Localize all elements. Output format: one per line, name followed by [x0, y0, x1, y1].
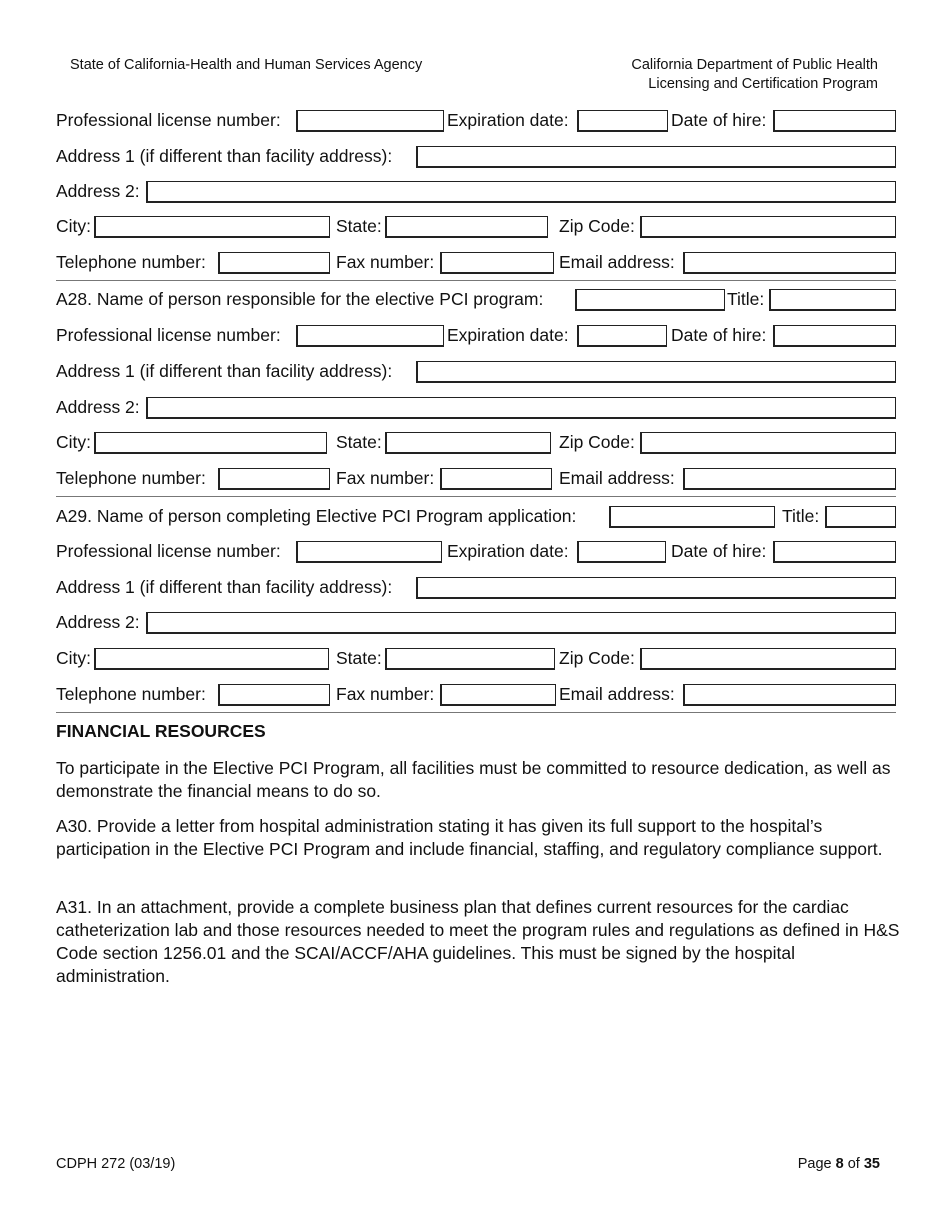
state-field-1[interactable] [385, 216, 548, 238]
license-label: Professional license number: [56, 325, 281, 345]
address2-row-3 [56, 610, 896, 640]
license-number-field-3[interactable] [296, 541, 442, 563]
page-prefix: Page [797, 1156, 836, 1172]
page-total: 35 [863, 1156, 880, 1172]
zip-code-field-3[interactable] [640, 648, 896, 670]
zip-label: Zip Code: [559, 216, 635, 236]
fax-label: Fax number: [336, 684, 435, 704]
city-label: City: [56, 432, 91, 452]
telephone-label: Telephone number: [56, 252, 206, 272]
page-number [798, 1156, 880, 1172]
address1-row-3 [56, 575, 896, 605]
a29-question: A29. Name of person completing Elective PCI Program application: [56, 506, 577, 526]
fax-field-2[interactable] [440, 468, 552, 490]
contact-row-1 [56, 250, 896, 281]
expiration-label: Expiration date: [447, 325, 569, 345]
hire-label: Date of hire: [671, 541, 767, 561]
contact-row-3 [56, 682, 896, 713]
state-field-3[interactable] [385, 648, 555, 670]
address1-label: Address 1 (if different than facility address): [56, 577, 393, 597]
form-id: CDPH 272 (03/19) [56, 1156, 176, 1172]
contact-row-2 [56, 466, 896, 497]
telephone-label: Telephone number: [56, 468, 206, 488]
a28-title-field[interactable] [769, 289, 896, 311]
address2-field-1[interactable] [146, 181, 896, 203]
a29-title-field[interactable] [825, 506, 896, 528]
date-of-hire-field-3[interactable] [773, 541, 896, 563]
state-field-2[interactable] [385, 432, 551, 454]
telephone-label: Telephone number: [56, 684, 206, 704]
address1-label: Address 1 (if different than facility address): [56, 361, 393, 381]
telephone-field-1[interactable] [218, 252, 330, 274]
agency-header: State of California-Health and Human Services Agency [70, 57, 423, 73]
title-label: Title: [727, 289, 765, 309]
address2-label: Address 2: [56, 612, 140, 632]
a29-name-field[interactable] [609, 506, 775, 528]
telephone-field-2[interactable] [218, 468, 330, 490]
email-label: Email address: [559, 252, 675, 272]
address2-row-1 [56, 179, 896, 209]
address1-row-2 [56, 359, 896, 389]
expiration-date-field-1[interactable] [577, 110, 668, 132]
date-of-hire-field-2[interactable] [773, 325, 896, 347]
date-of-hire-field-1[interactable] [773, 110, 896, 132]
address1-field-1[interactable] [416, 146, 896, 168]
fax-field-3[interactable] [440, 684, 556, 706]
a28-name-field[interactable] [575, 289, 725, 311]
expiration-label: Expiration date: [447, 110, 569, 130]
state-label: State: [336, 648, 382, 668]
expiration-date-field-3[interactable] [577, 541, 666, 563]
department-name: California Department of Public Health [631, 57, 878, 73]
fax-field-1[interactable] [440, 252, 554, 274]
state-label: State: [336, 216, 382, 236]
address2-label: Address 2: [56, 397, 140, 417]
email-label: Email address: [559, 468, 675, 488]
city-label: City: [56, 648, 91, 668]
state-label: State: [336, 432, 382, 452]
department-header [631, 56, 878, 94]
license-label: Professional license number: [56, 110, 281, 130]
zip-code-field-1[interactable] [640, 216, 896, 238]
city-row-2 [56, 430, 896, 460]
address1-field-3[interactable] [416, 577, 896, 599]
hire-label: Date of hire: [671, 325, 767, 345]
zip-label: Zip Code: [559, 648, 635, 668]
a28-name-row [56, 287, 896, 317]
page-current: 8 [835, 1156, 844, 1172]
expiration-date-field-2[interactable] [577, 325, 667, 347]
address2-row-2 [56, 395, 896, 425]
city-row-3 [56, 646, 896, 676]
program-name: Licensing and Certification Program [648, 76, 878, 92]
address1-row-1 [56, 144, 896, 174]
address2-field-3[interactable] [146, 612, 896, 634]
fax-label: Fax number: [336, 468, 435, 488]
city-field-1[interactable] [94, 216, 330, 238]
license-row-1 [56, 108, 896, 138]
a28-question: A28. Name of person responsible for the elective PCI program: [56, 289, 544, 309]
expiration-label: Expiration date: [447, 541, 569, 561]
license-number-field-2[interactable] [296, 325, 444, 347]
a29-name-row [56, 504, 896, 534]
title-label: Title: [782, 506, 820, 526]
a30-text: A30. Provide a letter from hospital administration stating it has given its full support to the hospital’s participation in the Elective PCI Program and include financial, staffing, and regulatory compliance support. [56, 816, 883, 859]
page-of: of [843, 1156, 864, 1172]
city-label: City: [56, 216, 91, 236]
address1-label: Address 1 (if different than facility address): [56, 146, 393, 166]
fax-label: Fax number: [336, 252, 435, 272]
address1-field-2[interactable] [416, 361, 896, 383]
license-number-field-1[interactable] [296, 110, 444, 132]
city-field-2[interactable] [94, 432, 327, 454]
financial-intro-text: To participate in the Elective PCI Program, all facilities must be committed to resource dedication, as well as demonstrate the financial means to do so. [56, 758, 891, 801]
email-field-1[interactable] [683, 252, 896, 274]
email-field-2[interactable] [683, 468, 896, 490]
city-row-1 [56, 214, 896, 244]
address2-field-2[interactable] [146, 397, 896, 419]
email-field-3[interactable] [683, 684, 896, 706]
license-row-2 [56, 323, 896, 353]
telephone-field-3[interactable] [218, 684, 330, 706]
zip-label: Zip Code: [559, 432, 635, 452]
financial-resources-heading: FINANCIAL RESOURCES [56, 721, 266, 741]
hire-label: Date of hire: [671, 110, 767, 130]
zip-code-field-2[interactable] [640, 432, 896, 454]
email-label: Email address: [559, 684, 675, 704]
license-row-3 [56, 539, 896, 569]
address2-label: Address 2: [56, 181, 140, 201]
city-field-3[interactable] [94, 648, 329, 670]
a31-text: A31. In an attachment, provide a complete business plan that defines current resources for the cardiac catheterization lab and those resources needed to meet the program rules and regulations as defined in H&S Code section 1256.01 and the SCAI/ACCF/AHA guidelines. This must be signed by the hospital administration. [56, 897, 900, 986]
license-label: Professional license number: [56, 541, 281, 561]
